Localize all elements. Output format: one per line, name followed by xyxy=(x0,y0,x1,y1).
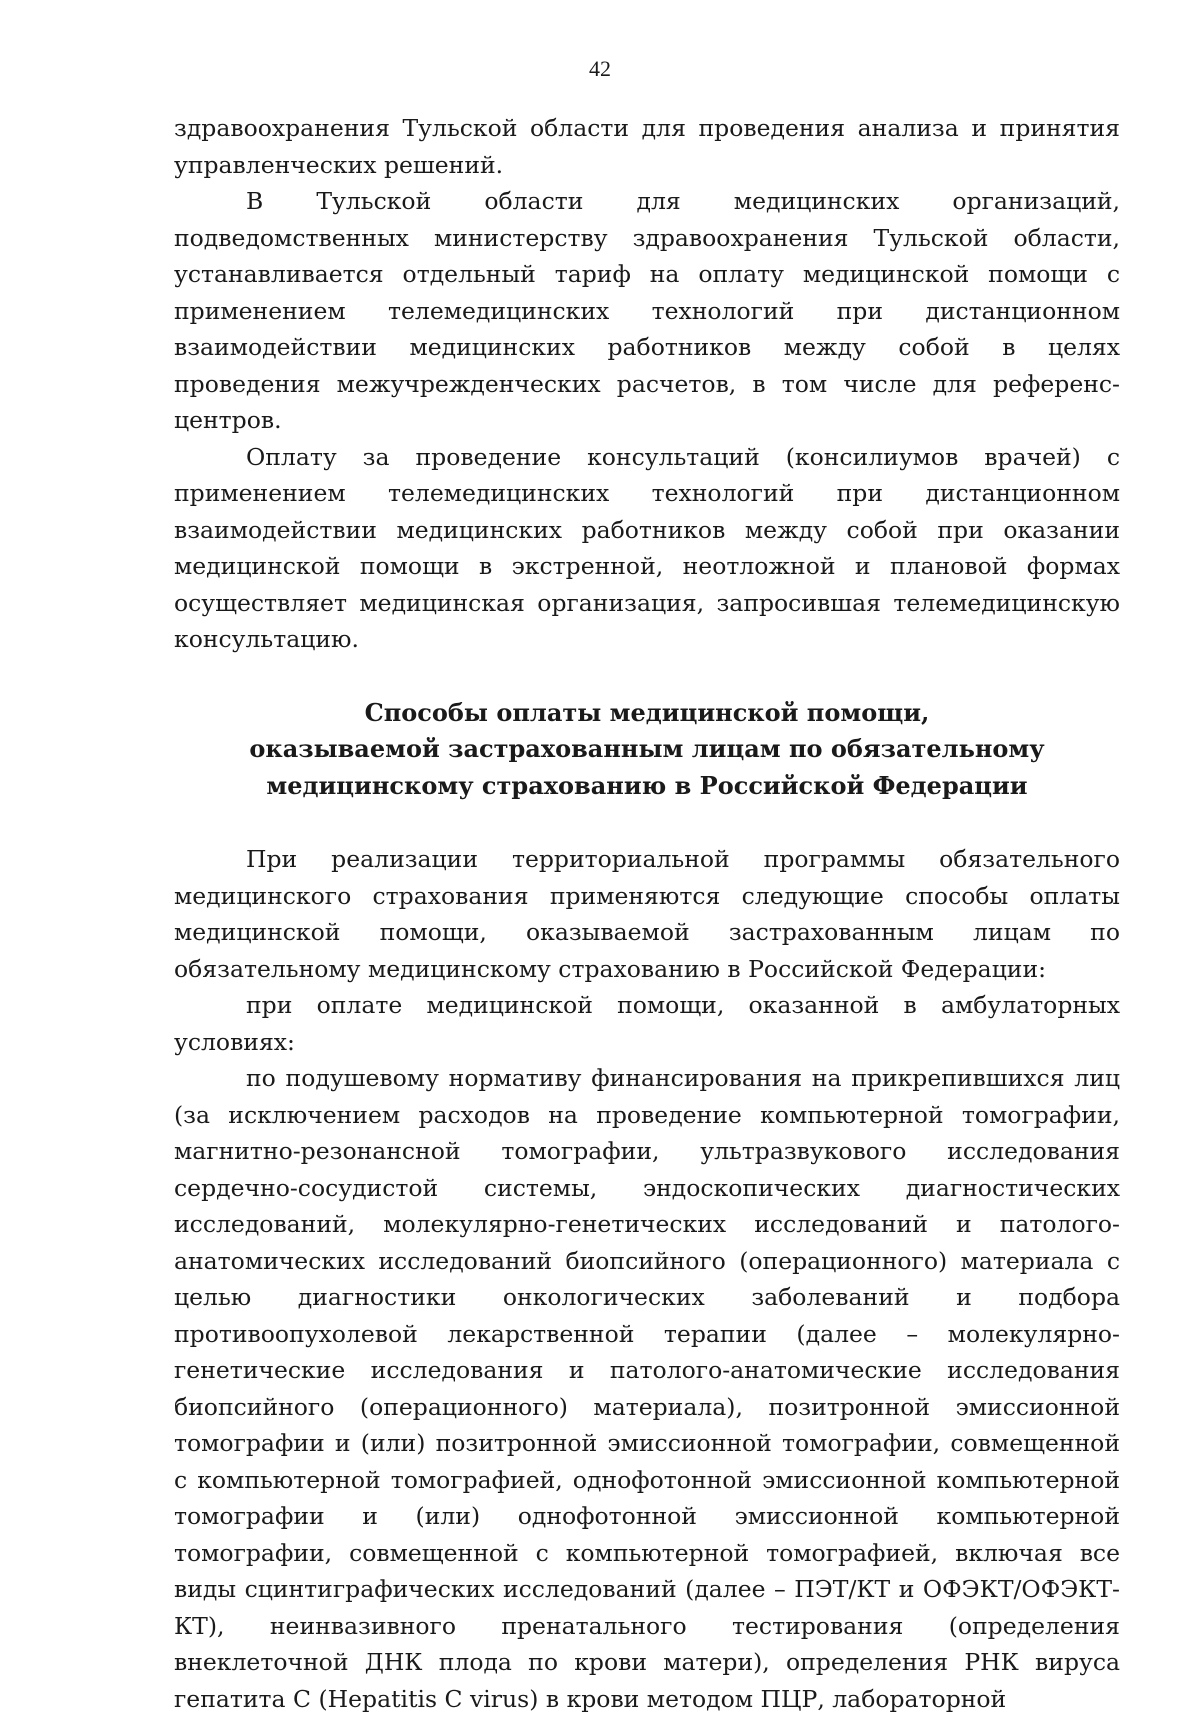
page-number: 42 xyxy=(589,56,611,81)
paragraph-continuation: здравоохранения Тульской области для проведения анализа и принятия управленческих решений. xyxy=(174,114,1120,179)
paragraph-payment-methods-intro: При реализации территориальной программы обязательного медицинского страхования применяются следующие способы оплаты медицинской помощи, оказываемой застрахованным лицам по обязательному медицинскому страхованию в Российской Федерации: xyxy=(174,845,1120,983)
document-body xyxy=(174,110,1120,1717)
section-heading-line: Способы оплаты медицинской помощи, xyxy=(364,697,930,727)
section-heading-line: медицинскому страхованию в Российской Федерации xyxy=(266,770,1028,800)
paragraph-outpatient-conditions: при оплате медицинской помощи, оказанной в амбулаторных условиях: xyxy=(174,991,1120,1056)
section-heading-line: оказываемой застрахованным лицам по обязательному xyxy=(249,734,1045,763)
paragraph-tariff: В Тульской области для медицинских организаций, подведомственных министерству здравоохранения Тульской области, устанавливается отдельный тариф на оплату медицинской помощи с применением телемедицинских технологий при дистанционном взаимодействии медицинских работников между собой в целях проведения межучрежденческих расчетов, в том числе для референс-центров. xyxy=(174,187,1120,434)
paragraph-consultation-payment: Оплату за проведение консультаций (консилиумов врачей) с применением телемедицинских технологий при дистанционном взаимодействии медицинских работников между собой при оказании медицинской помощи в экстренной, неотложной и плановой формах осуществляет медицинская организация, запросившая телемедицинскую консультацию. xyxy=(174,442,1120,653)
paragraph-per-capita-standard: по подушевому нормативу финансирования на прикрепившихся лиц (за исключением расходов на проведение компьютерной томографии, магнитно-резонансной томографии, ультразвукового исследования сердечно-сосудистой системы, эндоскопических диагностических исследований, молекулярно-генетических исследований и патолого-анатомических исследований биопсийного (операционного) материала с целью диагностики онкологических заболеваний и подбора противоопухолевой лекарственной терапии (далее – молекулярно-генетические исследования и патолого-анатомические исследования биопсийного (операционного) материала), позитронной эмиссионной томографии и (или) позитронной эмиссионной томографии, совмещенной с компьютерной томографией, однофотонной эмиссионной компьютерной томографии и (или) однофотонной эмиссионной компьютерной томографии, совмещенной с компьютерной томографией, включая все виды сцинтиграфических исследований (далее – ПЭТ/КТ и ОФЭКТ/ОФЭКТ-КТ), неинвазивного пренатального тестирования (определения внеклеточной ДНК плода по крови матери), определения РНК вируса гепатита С (Hepatitis C virus) в крови методом ПЦР, лабораторной xyxy=(174,1064,1120,1713)
section-heading xyxy=(174,695,1120,805)
